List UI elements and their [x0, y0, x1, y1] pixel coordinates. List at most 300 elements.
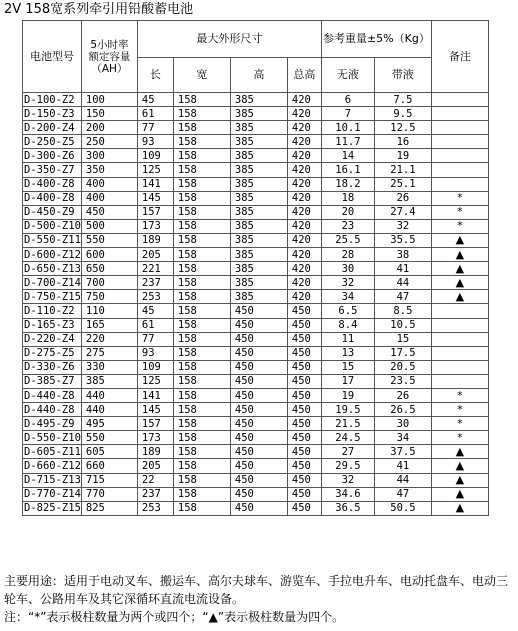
cell-width: 158	[173, 290, 230, 304]
cell-dry-weight: 32	[321, 473, 374, 487]
cell-total-height: 420	[287, 276, 321, 290]
cell-height: 450	[230, 388, 287, 402]
cell-capacity: 495	[81, 417, 137, 431]
cell-remark: *	[431, 403, 488, 417]
cell-total-height: 420	[287, 135, 321, 149]
cell-length: 141	[137, 177, 173, 191]
cell-wet-weight: 34	[374, 431, 431, 445]
cell-height: 450	[230, 318, 287, 332]
cell-length: 77	[137, 332, 173, 346]
cell-remark	[431, 149, 488, 163]
cell-capacity: 715	[81, 473, 137, 487]
cell-total-height: 450	[287, 346, 321, 360]
cell-total-height: 420	[287, 290, 321, 304]
cell-dry-weight: 29.5	[321, 459, 374, 473]
cell-remark: ▲	[431, 248, 488, 262]
cell-height: 450	[230, 417, 287, 431]
cell-model: D-165-Z3	[23, 318, 82, 332]
cell-height: 450	[230, 459, 287, 473]
cell-model: D-100-Z2	[23, 93, 82, 107]
cell-wet-weight: 15	[374, 332, 431, 346]
cell-wet-weight: 20.5	[374, 360, 431, 374]
cell-capacity: 220	[81, 332, 137, 346]
cell-length: 77	[137, 121, 173, 135]
cell-wet-weight: 47	[374, 487, 431, 501]
cell-wet-weight: 17.5	[374, 346, 431, 360]
cell-capacity: 550	[81, 431, 137, 445]
table-row	[23, 121, 489, 135]
cell-dry-weight: 13	[321, 346, 374, 360]
cell-capacity: 440	[81, 388, 137, 402]
table-row	[23, 191, 489, 205]
cell-width: 158	[173, 346, 230, 360]
cell-capacity: 150	[81, 107, 137, 121]
cell-remark: *	[431, 417, 488, 431]
cell-length: 45	[137, 93, 173, 107]
cell-remark: ▲	[431, 473, 488, 487]
cell-dry-weight: 6.5	[321, 304, 374, 318]
cell-width: 158	[173, 219, 230, 233]
cell-width: 158	[173, 248, 230, 262]
header-model: 电池型号	[23, 21, 82, 93]
cell-capacity: 275	[81, 346, 137, 360]
cell-wet-weight: 37.5	[374, 445, 431, 459]
cell-length: 61	[137, 107, 173, 121]
cell-model: D-600-Z12	[24, 248, 81, 261]
cell-height: 385	[230, 163, 287, 177]
header-height: 高	[230, 58, 287, 93]
cell-capacity: 100	[81, 93, 137, 107]
cell-model: D-250-Z5	[23, 135, 82, 149]
cell-wet-weight: 25.1	[374, 177, 431, 191]
cell-length: 125	[137, 374, 173, 388]
cell-wet-weight: 47	[374, 290, 431, 304]
cell-remark: ▲	[431, 290, 488, 304]
cell-dry-weight: 28	[321, 248, 374, 262]
cell-dry-weight: 6	[321, 93, 374, 107]
cell-model: D-605-Z11	[24, 445, 81, 458]
cell-width: 158	[173, 191, 230, 205]
table-row	[23, 487, 489, 501]
table-row	[23, 149, 489, 163]
cell-height: 450	[230, 360, 287, 374]
header-dimensions: 最大外形尺寸	[137, 21, 321, 58]
header-dry-weight: 无液	[321, 58, 374, 93]
cell-remark: ▲	[431, 459, 488, 473]
table-row	[23, 135, 489, 149]
cell-width: 158	[173, 93, 230, 107]
cell-dry-weight: 14	[321, 149, 374, 163]
cell-wet-weight: 38	[374, 248, 431, 262]
header-length: 长	[137, 58, 173, 93]
cell-total-height: 420	[287, 121, 321, 135]
cell-wet-weight: 27.4	[374, 205, 431, 219]
cell-width: 158	[173, 360, 230, 374]
cell-dry-weight: 19	[321, 388, 374, 402]
cell-height: 450	[230, 403, 287, 417]
cell-length: 189	[137, 445, 173, 459]
cell-capacity: 250	[81, 135, 137, 149]
cell-width: 158	[173, 473, 230, 487]
table-row	[23, 332, 489, 346]
cell-wet-weight: 12.5	[374, 121, 431, 135]
cell-dry-weight: 27	[321, 445, 374, 459]
cell-total-height: 450	[287, 501, 321, 515]
cell-height: 450	[230, 304, 287, 318]
cell-width: 158	[173, 403, 230, 417]
table-body	[23, 93, 489, 516]
cell-dry-weight: 30	[321, 262, 374, 276]
cell-total-height: 420	[287, 205, 321, 219]
cell-length: 61	[137, 318, 173, 332]
cell-length: 253	[137, 501, 173, 515]
cell-length: 237	[137, 276, 173, 290]
cell-wet-weight: 44	[374, 473, 431, 487]
cell-remark: ▲	[431, 501, 488, 515]
cell-remark: *	[431, 219, 488, 233]
cell-height: 450	[230, 332, 287, 346]
cell-length: 157	[137, 417, 173, 431]
cell-wet-weight: 23.5	[374, 374, 431, 388]
cell-dry-weight: 24.5	[321, 431, 374, 445]
cell-remark: ▲	[431, 262, 488, 276]
cell-length: 125	[137, 163, 173, 177]
cell-remark: ▲	[431, 276, 488, 290]
cell-dry-weight: 34	[321, 290, 374, 304]
cell-width: 158	[173, 262, 230, 276]
cell-capacity: 440	[81, 403, 137, 417]
cell-capacity: 300	[81, 149, 137, 163]
cell-width: 158	[173, 487, 230, 501]
cell-length: 109	[137, 149, 173, 163]
cell-model: D-715-Z13	[24, 474, 81, 487]
cell-model: D-825-Z15	[24, 502, 81, 515]
cell-dry-weight: 18.2	[321, 177, 374, 191]
cell-height: 385	[230, 191, 287, 205]
cell-height: 385	[230, 276, 287, 290]
cell-model: D-300-Z6	[23, 149, 82, 163]
cell-dry-weight: 25.5	[321, 233, 374, 247]
cell-model: D-770-Z14	[24, 488, 81, 501]
cell-model: D-350-Z7	[23, 163, 82, 177]
cell-width: 158	[173, 332, 230, 346]
cell-length: 189	[137, 233, 173, 247]
table-row	[23, 374, 489, 388]
cell-length: 205	[137, 248, 173, 262]
cell-dry-weight: 7	[321, 107, 374, 121]
cell-total-height: 420	[287, 262, 321, 276]
cell-dry-weight: 17	[321, 374, 374, 388]
cell-height: 385	[230, 149, 287, 163]
cell-wet-weight: 26	[374, 191, 431, 205]
battery-spec-table	[22, 20, 489, 516]
cell-remark	[431, 93, 488, 107]
cell-height: 385	[230, 233, 287, 247]
cell-height: 385	[230, 205, 287, 219]
cell-total-height: 420	[287, 149, 321, 163]
cell-capacity: 350	[81, 163, 137, 177]
header-remark: 备注	[431, 21, 488, 93]
cell-length: 93	[137, 135, 173, 149]
cell-dry-weight: 10.1	[321, 121, 374, 135]
cell-length: 45	[137, 304, 173, 318]
table-row	[23, 290, 489, 304]
cell-capacity: 825	[81, 501, 137, 515]
table-row	[23, 388, 489, 402]
cell-total-height: 450	[287, 431, 321, 445]
cell-wet-weight: 16	[374, 135, 431, 149]
header-total-height: 总高	[287, 58, 321, 93]
cell-height: 385	[230, 262, 287, 276]
cell-length: 173	[137, 431, 173, 445]
cell-width: 158	[173, 163, 230, 177]
cell-height: 385	[230, 93, 287, 107]
cell-total-height: 450	[287, 403, 321, 417]
cell-capacity: 450	[81, 205, 137, 219]
table-row	[23, 248, 489, 262]
cell-dry-weight: 8.4	[321, 318, 374, 332]
cell-total-height: 420	[287, 107, 321, 121]
table-row	[23, 445, 489, 459]
cell-remark	[431, 107, 488, 121]
cell-model: D-440-Z8	[23, 403, 82, 417]
cell-length: 173	[137, 219, 173, 233]
usage-note: 主要用途：适用于电动叉车、搬运车、高尔夫球车、游览车、手拉电升车、电动托盘车、电动三轮车、公路用车及其它深循环直流电流设备。	[4, 574, 509, 606]
cell-total-height: 420	[287, 177, 321, 191]
cell-model: D-150-Z3	[23, 107, 82, 121]
table-row	[23, 346, 489, 360]
table-row	[23, 403, 489, 417]
cell-length: 145	[137, 403, 173, 417]
cell-remark	[431, 121, 488, 135]
cell-remark	[431, 304, 488, 318]
cell-model: D-275-Z5	[23, 346, 82, 360]
document-title: 2V 158宽系列牵引用铅酸蓄电池	[4, 2, 194, 17]
cell-model: D-385-Z7	[23, 374, 82, 388]
cell-remark: ▲	[431, 487, 488, 501]
cell-length: 221	[137, 262, 173, 276]
cell-total-height: 450	[287, 360, 321, 374]
cell-total-height: 450	[287, 487, 321, 501]
table-row	[23, 205, 489, 219]
cell-model: D-750-Z15	[24, 290, 81, 303]
cell-model: D-110-Z2	[23, 304, 82, 318]
cell-model: D-550-Z11	[24, 234, 81, 247]
cell-width: 158	[173, 121, 230, 135]
cell-dry-weight: 20	[321, 205, 374, 219]
cell-width: 158	[173, 149, 230, 163]
cell-total-height: 450	[287, 318, 321, 332]
cell-wet-weight: 19	[374, 149, 431, 163]
cell-model: D-200-Z4	[23, 121, 82, 135]
cell-remark: *	[431, 431, 488, 445]
cell-length: 205	[137, 459, 173, 473]
cell-wet-weight: 26	[374, 388, 431, 402]
cell-remark: ▲	[431, 445, 488, 459]
table-row	[23, 107, 489, 121]
cell-width: 158	[173, 205, 230, 219]
cell-width: 158	[173, 233, 230, 247]
cell-remark: *	[431, 205, 488, 219]
cell-remark	[431, 332, 488, 346]
header-capacity-label: 5小时率 额定容量 （AH）	[88, 38, 131, 75]
cell-wet-weight: 50.5	[374, 501, 431, 515]
cell-length: 93	[137, 346, 173, 360]
cell-wet-weight: 44	[374, 276, 431, 290]
cell-wet-weight: 41	[374, 459, 431, 473]
cell-capacity: 165	[81, 318, 137, 332]
cell-wet-weight: 9.5	[374, 107, 431, 121]
cell-height: 450	[230, 431, 287, 445]
table-row	[23, 501, 489, 515]
cell-capacity: 400	[81, 177, 137, 191]
cell-capacity: 650	[81, 262, 137, 276]
cell-capacity: 660	[81, 459, 137, 473]
cell-model: D-650-Z13	[24, 262, 81, 275]
cell-length: 145	[137, 191, 173, 205]
cell-dry-weight: 36.5	[321, 501, 374, 515]
cell-height: 385	[230, 107, 287, 121]
cell-remark: ▲	[431, 233, 488, 247]
cell-wet-weight: 32	[374, 219, 431, 233]
table-row	[23, 93, 489, 107]
cell-height: 385	[230, 219, 287, 233]
header-capacity	[81, 21, 137, 93]
cell-capacity: 605	[81, 445, 137, 459]
cell-remark: *	[431, 191, 488, 205]
cell-dry-weight: 16.1	[321, 163, 374, 177]
cell-total-height: 450	[287, 374, 321, 388]
table-row	[23, 417, 489, 431]
cell-capacity: 110	[81, 304, 137, 318]
table-row	[23, 163, 489, 177]
cell-length: 22	[137, 473, 173, 487]
table-row	[23, 262, 489, 276]
cell-height: 385	[230, 135, 287, 149]
table-row	[23, 219, 489, 233]
header-weight: 参考重量±5%（Kg）	[321, 21, 431, 58]
header-width: 宽	[173, 58, 230, 93]
cell-model: D-495-Z9	[23, 417, 82, 431]
cell-capacity: 770	[81, 487, 137, 501]
cell-total-height: 420	[287, 93, 321, 107]
cell-remark	[431, 346, 488, 360]
cell-wet-weight: 21.1	[374, 163, 431, 177]
table-row	[23, 360, 489, 374]
cell-total-height: 420	[287, 248, 321, 262]
cell-width: 158	[173, 459, 230, 473]
cell-dry-weight: 23	[321, 219, 374, 233]
cell-height: 450	[230, 374, 287, 388]
table-row	[23, 304, 489, 318]
cell-capacity: 385	[81, 374, 137, 388]
cell-width: 158	[173, 177, 230, 191]
cell-length: 157	[137, 205, 173, 219]
cell-model: D-400-Z8	[23, 191, 82, 205]
table-row	[23, 233, 489, 247]
remark-note: 注：“*”表示极柱数量为两个或四个；“▲”表示极柱数量为四个。	[4, 610, 345, 624]
cell-total-height: 450	[287, 473, 321, 487]
cell-total-height: 450	[287, 388, 321, 402]
cell-width: 158	[173, 501, 230, 515]
cell-wet-weight: 7.5	[374, 93, 431, 107]
table-row	[23, 431, 489, 445]
cell-total-height: 420	[287, 219, 321, 233]
cell-width: 158	[173, 388, 230, 402]
cell-height: 385	[230, 248, 287, 262]
cell-capacity: 330	[81, 360, 137, 374]
cell-height: 385	[230, 290, 287, 304]
cell-width: 158	[173, 417, 230, 431]
cell-remark	[431, 360, 488, 374]
header-wet-weight: 带液	[374, 58, 431, 93]
cell-model: D-220-Z4	[23, 332, 82, 346]
cell-capacity: 750	[81, 290, 137, 304]
cell-wet-weight: 30	[374, 417, 431, 431]
cell-height: 385	[230, 121, 287, 135]
cell-length: 253	[137, 290, 173, 304]
cell-width: 158	[173, 431, 230, 445]
cell-remark: *	[431, 388, 488, 402]
cell-height: 450	[230, 346, 287, 360]
cell-remark	[431, 374, 488, 388]
cell-remark	[431, 163, 488, 177]
cell-height: 450	[230, 487, 287, 501]
cell-wet-weight: 10.5	[374, 318, 431, 332]
cell-model: D-440-Z8	[23, 388, 82, 402]
cell-width: 158	[173, 135, 230, 149]
cell-remark	[431, 318, 488, 332]
cell-dry-weight: 15	[321, 360, 374, 374]
cell-total-height: 420	[287, 191, 321, 205]
cell-model: D-400-Z8	[23, 177, 82, 191]
cell-height: 450	[230, 473, 287, 487]
cell-width: 158	[173, 445, 230, 459]
cell-length: 237	[137, 487, 173, 501]
cell-total-height: 420	[287, 233, 321, 247]
cell-capacity: 500	[81, 219, 137, 233]
cell-dry-weight: 18	[321, 191, 374, 205]
cell-width: 158	[173, 276, 230, 290]
cell-length: 141	[137, 388, 173, 402]
cell-width: 158	[173, 374, 230, 388]
cell-dry-weight: 34.6	[321, 487, 374, 501]
cell-total-height: 450	[287, 332, 321, 346]
cell-total-height: 450	[287, 459, 321, 473]
cell-dry-weight: 32	[321, 276, 374, 290]
cell-width: 158	[173, 304, 230, 318]
cell-model: D-330-Z6	[23, 360, 82, 374]
table-row	[23, 177, 489, 191]
table-row	[23, 318, 489, 332]
cell-model: D-500-Z10	[24, 220, 81, 233]
cell-capacity: 400	[81, 191, 137, 205]
table-row	[23, 276, 489, 290]
cell-model: D-550-Z10	[24, 431, 81, 444]
cell-capacity: 200	[81, 121, 137, 135]
cell-wet-weight: 26.5	[374, 403, 431, 417]
cell-capacity: 600	[81, 248, 137, 262]
cell-length: 109	[137, 360, 173, 374]
cell-height: 450	[230, 501, 287, 515]
cell-capacity: 550	[81, 233, 137, 247]
cell-dry-weight: 19.5	[321, 403, 374, 417]
cell-remark	[431, 135, 488, 149]
cell-width: 158	[173, 318, 230, 332]
cell-wet-weight: 41	[374, 262, 431, 276]
cell-model: D-450-Z9	[23, 205, 82, 219]
cell-total-height: 450	[287, 417, 321, 431]
